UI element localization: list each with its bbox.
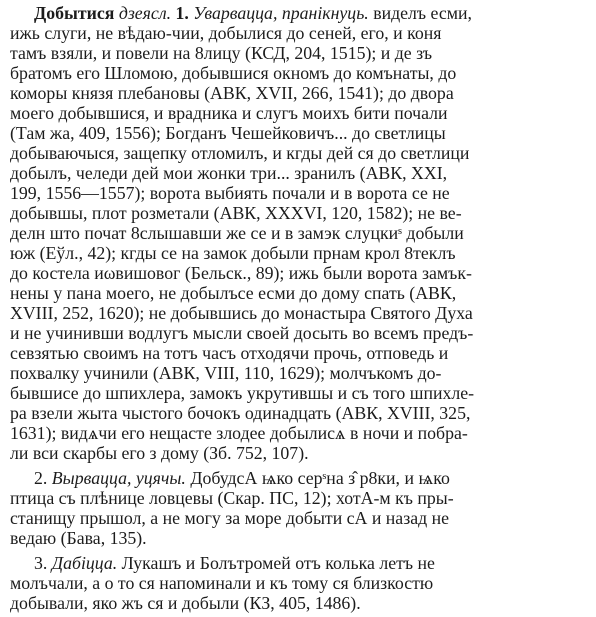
text-line: коморы князя плебановы (АВК, XVII, 266, 1541); до двора: [10, 83, 454, 103]
sense-gloss-3: Дабіцца.: [51, 553, 118, 573]
text-line: добываючыся, защепку отломилъ, и кгды дей ся до светлици: [10, 143, 470, 163]
sense-gloss-1: Уварваццa, пранікнуць.: [193, 3, 369, 23]
text-line: и не учинивши водлугъ мысли своей досыть во всемъ предъ-: [10, 323, 474, 343]
text-line: добывшы, плот розметали (АВК, XXXVI, 120, 1582); не ве-: [10, 203, 462, 223]
text-line: 1631); видѧчи его нещасте злодее добылисѧ в ночи и побра-: [10, 423, 468, 443]
citation-text: виделъ есми,: [373, 3, 472, 23]
text-line: ра взели жыта чыстого бочокъ одинадцать (АВК, XVIII, 325,: [10, 403, 471, 423]
text-line: юж (Еўл., 42); кгды се на замок добыли прнам крол 8теклъ: [10, 243, 456, 263]
text-line: (Там жа, 409, 1556); Богданъ Чешейковичъ... до светлицы: [10, 123, 446, 143]
headword: Добытися: [34, 3, 115, 23]
sense-number-3: 3.: [34, 553, 48, 573]
text-line: птица съ плѣнице ловцевы (Скар. ПС, 12); хотА-м къ пры-: [10, 488, 454, 508]
text-line: моего добывшися, и врадника и слугъ моихъ бити почали: [10, 103, 448, 123]
text-line: нены у пана моего, не добылъсе есми до дому спать (АВК,: [10, 283, 457, 303]
text-line: ли вси скарбы его з дому (Зб. 752, 107).: [10, 443, 309, 463]
citation-text: ДобудсА ѩко серˢна з̂ р8ки, и ѩко: [190, 468, 450, 488]
text-line: XVIII, 252, 1620); не добывшись до монастыра Святого Духа: [10, 303, 473, 323]
text-line: добылъ, челеди дей мои жонки три... зранилъ (АВК, XXI,: [10, 163, 448, 183]
sense-number-2: 2.: [34, 468, 48, 488]
text-line: братомъ его Шломою, добывшися окномъ до комънаты, до: [10, 63, 457, 83]
sense-3-first-line: [34, 553, 435, 573]
entry-first-line: [34, 3, 472, 23]
citation-text: Лукашъ и Болътромей отъ колька летъ не: [121, 553, 435, 573]
text-line: молъчали, а о то ся напоминали и къ тому ся близкостю: [10, 573, 434, 593]
text-line: ведаю (Бава, 135).: [10, 528, 147, 548]
text-line: севзятью своимъ на тотъ часъ отходячи прочь, отповедь и: [10, 343, 449, 363]
text-line: тамъ взяли, и повели на 8лицу (КСД, 204, 1515); и де зъ: [10, 43, 433, 63]
sense-number-1: 1.: [175, 3, 189, 23]
text-line: до костела иωвишовог (Бельск., 89); ижь были ворота замък-: [10, 263, 472, 283]
text-line: станищу прышол, а не могу за море добыти сА и назад не: [10, 508, 450, 528]
text-line: ижь слуги, не вѣдаю-чии, добылися до сеней, его, и коня: [10, 23, 442, 43]
text-line: бывшисе до шпихлера, замокъ укрутившы и съ того шпихле-: [10, 383, 475, 403]
sense-gloss-2: Вырвацца, уцячы.: [51, 468, 186, 488]
text-line: 199, 1556—1557); ворота выбиять почали и в ворота се не: [10, 183, 450, 203]
text-line: делн што почат 8слышавши же се и в замэк слуцкиˢ добыли: [10, 223, 464, 243]
sense-2-first-line: [34, 468, 450, 488]
text-line: похвалку учинили (АВК, VIII, 110, 1629); молчъкомъ до-: [10, 363, 442, 383]
text-line: добывали, яко жъ ся и добыли (КЗ, 405, 1486).: [10, 593, 361, 613]
part-of-speech: дзеясл.: [118, 3, 172, 23]
